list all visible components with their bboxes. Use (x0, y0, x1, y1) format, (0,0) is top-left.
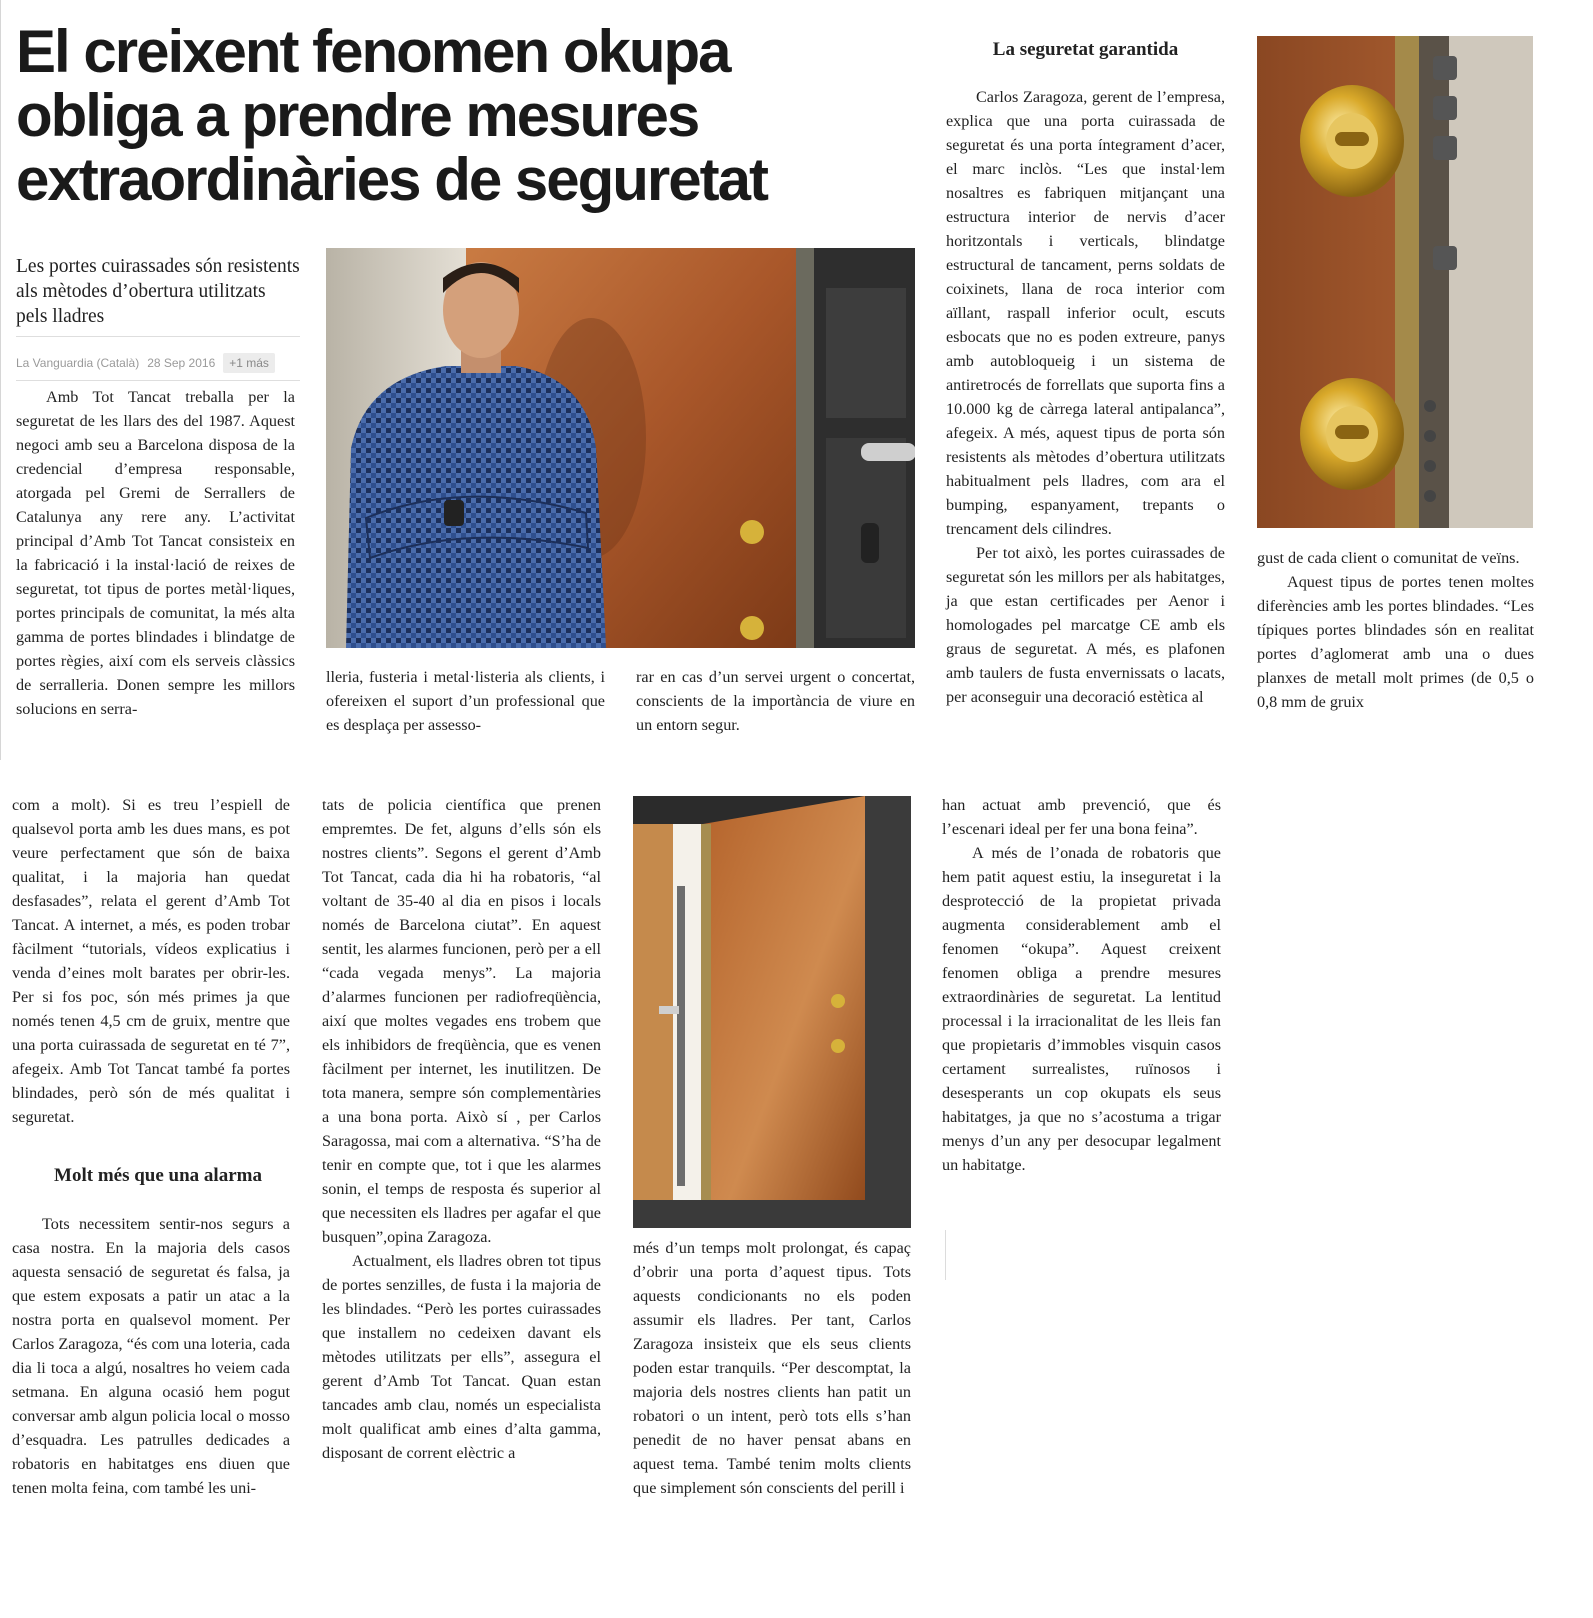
paragraph: més d’un temps molt prolongat, és capaç d’obrir una porta d’aquest tipus. Tots aquests condicionants no els poden assumir els lladres. Per tant, Carlos Zaragoza insisteix que els seus clients poden estar tranquils. “Per descomptat, la majoria dels nostres clients han patit un robatori o un intent, però tots ells s’han penedit de no haver pensat abans en aquest tema. També tenim molts clients que simplement són conscients del perill i (633, 1239, 911, 1497)
top-col-1 (16, 385, 295, 721)
paragraph: han actuat amb prevenció, que és l’escenari ideal per fer una bona feina”. (942, 796, 1221, 838)
portrait-photo (326, 248, 915, 648)
bottom-col-2 (322, 793, 601, 1465)
paragraph: Per tot això, les portes cuirassades de seguretat són les millors per als habitatges, ja que estan certificades per Aenor i homologades pel marcatge CE amb els graus de seguretat. A més, es plafonen amb taulers de fusta envernissats o lacats, per aconseguir una decoració estètica al (946, 544, 1225, 706)
paragraph: Aquest tipus de portes tenen moltes diferències amb les portes blindades. “Les típiques portes blindades són en realitat portes d’aglomerat amb una o dues planxes de metall molt primes (de 0,5 o 0,8 mm de gruix (1257, 573, 1534, 711)
bottom-col-4 (942, 793, 1221, 1177)
open-armored-door-icon (633, 796, 911, 1228)
page-left-border (0, 0, 5, 760)
deck-subtitle: Les portes cuirassades són resistents als mètodes d’obertura utilitzats pels lladres (16, 256, 300, 327)
door-lock-icon (1257, 36, 1533, 528)
bottom-col-1b (12, 1212, 290, 1500)
paragraph: A més de l’onada de robatoris que hem patit aquest estiu, la inseguretat i la desprotecció de la propietat privada augmenta considerablement amb el fenomen “okupa”. Aquest creixent fenomen obliga a prendre mesures extraordinàries de seguretat. La lentitud processal i la irracionalitat de les lleis fan que propietaris d’immobles visquin casos certament surrealistes, ruïnosos i desesperants un cop okupats els seus habitatges, ja que no s’acostuma a trigar menys d’un any per desocupar legalment un habitatge. (942, 844, 1221, 1174)
open-door-photo (633, 796, 911, 1228)
more-sources-badge[interactable]: +1 más (223, 353, 275, 373)
paragraph: tats de policia científica que prenen empremtes. De fet, alguns d’ells són els nostres clients”. Segons el gerent d’Amb Tot Tancat, cada dia hi ha robatoris, “al voltant de 35-40 al dia en pisos i locals només de Barcelona ciutat”. En aquest sentit, les alarmes funcionen, però per a ell “cada vegada menys”. La majoria d’alarmes funcionen per radiofreqüència, així que moltes vegades ens trobem que els inhibidors de freqüència, que es venen fàcilment per internet, les inutilitzen. De tota manera, sempre són complementàries a una bona porta. Això sí , per Carlos Saragossa, mai com a alternativa. “S’ha de tenir en compte que, tot i que les alarmes sonin, el temps de resposta és superior al que necessiten els lladres per agafar el que busquen”,opina Zaragoza. (322, 796, 601, 1246)
source-name: La Vanguardia (Català) (16, 356, 140, 370)
meta-bottom-rule (16, 380, 300, 381)
headline: El creixent fenomen okupa obliga a prendre mesures extraordinàries de seguretat (16, 18, 767, 213)
lock-photo (1257, 36, 1533, 528)
paragraph: lleria, fusteria i metal·listeria als clients, i ofereixen el suport d’un professional que es desplaça per assesso- (326, 668, 605, 734)
man-portrait-icon (326, 248, 915, 648)
top-col-5 (1257, 546, 1534, 714)
paragraph: rar en cas d’un servei urgent o concertat, conscients de la importància de viure en un entorn segur. (636, 668, 915, 734)
paragraph: com a molt). Si es treu l’espiell de qualsevol porta amb les dues mans, es pot veure perfectament que són de baixa qualitat, i la majoria han quedat desfasades”, relata el gerent d’Amb Tot Tancat. A internet, a més, es poden trobar fàcilment “tutorials, vídeos explicatius i venda d’eines molt barates per obrir-les. Per si fos poc, són més primes ja que només tenen 4,5 cm de gruix, mentre que una porta cuirassada de seguretat en té 7”, afegeix. Amb Tot Tancat també fa portes blindades, però són de més qualitat i seguretat. (12, 796, 290, 1126)
paragraph: Tots necessitem sentir-nos segurs a casa nostra. En la majoria dels casos aquesta sensació de seguretat és falsa, ja que estem exposats a patir un atac a la nostra porta en qualsevol moment. Per Carlos Zaragoza, “és com una loteria, cada dia li toca a algú, nosaltres ho veiem cada setmana. En alguna ocasió hem pogut conversar amb algun policia local o mosso d’esquadra. Les patrulles dedicades a robatoris en habitatges ens diuen que tenen molta feina, com també les uni- (12, 1215, 290, 1497)
bottom-col-1 (12, 793, 290, 1129)
column-divider (945, 1230, 946, 1280)
paragraph: Actualment, els lladres obren tot tipus de portes senzilles, de fusta i la majoria de les blindades. “Però les portes cuirassades que installem no cedeixen davant els mètodes utilitzats per ells”, assegura el gerent d’Amb Tot Tancat. Quan estan tancades amb clau, només un especialista molt qualificat amb eines d’alta gamma, disposant de corrent elèctric a (322, 1252, 601, 1462)
paragraph: Amb Tot Tancat treballa per la seguretat de les llars des del 1987. Aquest negoci amb seu a Barcelona disposa de la credencial d’empresa responsable, atorgada pel Gremi de Serrallers de Catalunya any rere any. L’activitat principal d’Amb Tot Tancat consisteix en la fabricació i la instal·lació de reixes de seguretat, tot tipus de portes metàl·liques, portes principals de comunitat, la més alta gamma de portes blindades i blindatge de portes règies, així com els serveis clàssics de serralleria. Donen sempre les millors solucions en serra- (16, 388, 295, 718)
bottom-col-3 (633, 1236, 911, 1500)
paragraph: gust de cada client o comunitat de veïns. (1257, 549, 1520, 567)
publish-date: 28 Sep 2016 (147, 356, 216, 370)
subhead-alarma: Molt més que una alarma (54, 1165, 262, 1186)
meta-top-rule (16, 336, 300, 337)
subhead-seguretat: La seguretat garantida (992, 39, 1179, 60)
top-col-2 (326, 665, 605, 737)
top-col-4 (946, 85, 1225, 709)
article-meta (16, 352, 300, 374)
top-col-3 (636, 665, 915, 737)
paragraph: Carlos Zaragoza, gerent de l’empresa, explica que una porta cuirassada de seguretat és una porta íntegrament d’acer, el marc inclòs. “Les que instal·lem nosaltres es fabriquen mitjançant una estructura interior de nervis d’acer horitzontals i verticals, blindatge estructural de tancament, perns soldats de coixinets, llana de roca interior com aïllant, raspall inferior ocult, escuts esbocats que no es poden extreure, panys amb autobloqueig i un sistema de antiretrocés de forrellats que suporta fins a 10.000 kg de càrrega lateral antipalanca”, afegeix. A més, aquest tipus de porta són resistents als mètodes d’obertura utilitzats habitualment pels lladres, com ara el bumping, espanyament, trepants o trencament dels cilindres. (946, 88, 1225, 538)
